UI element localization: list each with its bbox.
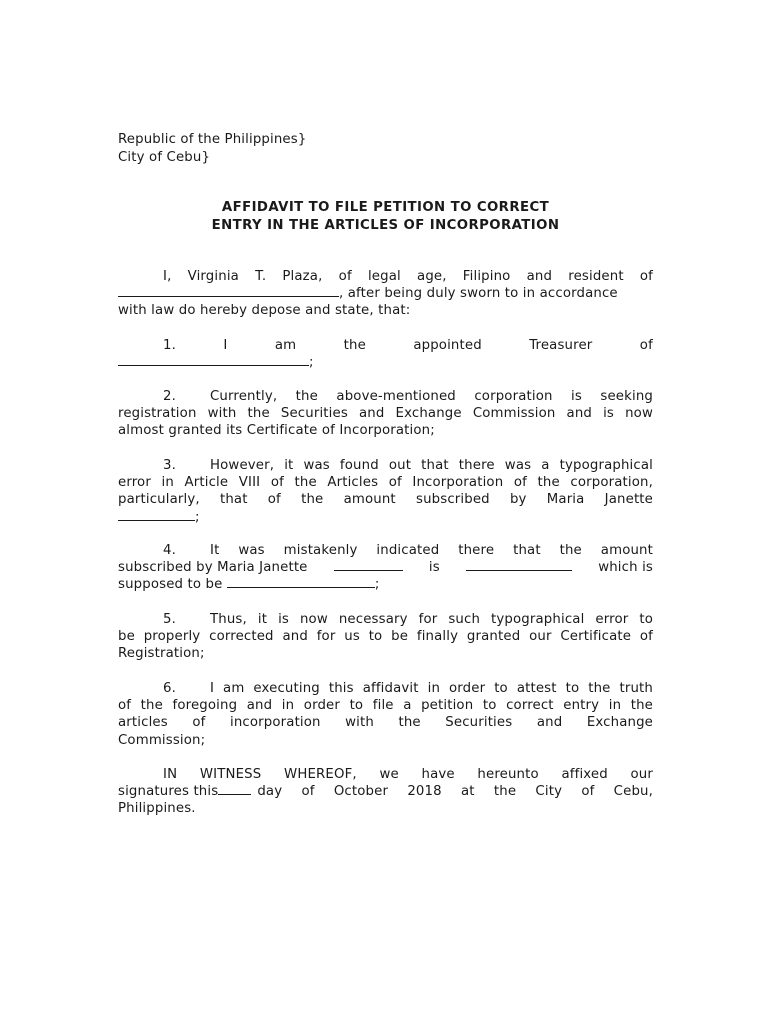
supposed-amount-blank[interactable] xyxy=(227,576,375,588)
document-title xyxy=(118,199,653,235)
title-line-2: ENTRY IN THE ARTICLES OF INCORPORATION xyxy=(211,218,560,233)
item-3-suffix: ; xyxy=(195,509,200,525)
witness-line-2-a: signatures this xyxy=(118,784,219,800)
item-4-line-2-b: is xyxy=(428,560,440,576)
witness-line-2-b: day of October 2018 at the City of Cebu, xyxy=(257,784,653,800)
item-2 xyxy=(118,388,653,440)
item-1-suffix: ; xyxy=(309,355,314,371)
item-5-number: 5. xyxy=(163,612,176,627)
title-line-1: AFFIDAVIT TO FILE PETITION TO CORRECT xyxy=(221,200,550,215)
item-4 xyxy=(118,542,653,594)
item-6-line-3: articles of incorporation with the Securities and Exchange xyxy=(118,715,653,731)
item-4-line-3 xyxy=(118,576,653,593)
intro-line-3: with law do hereby depose and state, that: xyxy=(118,303,411,319)
item-1-word-6: of xyxy=(639,338,653,353)
item-1-word-2: am xyxy=(274,338,297,353)
intro-line-2-text: , after being duly sworn to in accordance xyxy=(339,286,618,302)
janette-blank-2[interactable] xyxy=(334,559,403,571)
item-6-line-1 xyxy=(118,680,653,697)
corporation-name-blank[interactable] xyxy=(118,354,309,366)
item-4-line-3-a: supposed to be xyxy=(118,577,223,593)
item-4-line-2-c: which is xyxy=(598,560,653,576)
item-4-number: 4. xyxy=(163,543,176,558)
intro-line-1: I, Virginia T. Plaza, of legal age, Filipino and resident of xyxy=(163,269,653,284)
item-6 xyxy=(118,680,653,749)
intro-paragraph xyxy=(118,268,653,320)
item-1-word-4: appointed xyxy=(413,338,482,353)
item-5-line-1 xyxy=(118,611,653,628)
item-4-line-1 xyxy=(118,542,653,559)
item-5-line-2: be properly corrected and for us to be finally granted our Certificate of xyxy=(118,629,653,645)
item-5-line-1-text: Thus, it is now necessary for such typographical error to xyxy=(210,612,653,627)
item-6-number: 6. xyxy=(163,681,176,696)
item-3-line-1 xyxy=(118,457,653,474)
janette-blank-1[interactable] xyxy=(118,509,195,521)
residence-blank[interactable] xyxy=(118,285,339,297)
item-4-line-2-a: subscribed by Maria Janette xyxy=(118,560,308,576)
witness-paragraph xyxy=(118,766,653,818)
item-2-line-1 xyxy=(118,388,653,405)
item-1-line-2 xyxy=(118,354,653,371)
item-3-line-1-text: However, it was found out that there was a typographical xyxy=(210,458,653,473)
item-1-number: 1. xyxy=(163,338,176,353)
item-1-word-5: Treasurer xyxy=(529,338,593,353)
correct-amount-blank[interactable] xyxy=(466,559,572,571)
item-6-line-2: of the foregoing and in order to file a petition to correct entry in the xyxy=(118,698,653,714)
day-blank[interactable] xyxy=(218,783,251,795)
item-6-line-4: Commission; xyxy=(118,732,206,748)
item-3 xyxy=(118,457,653,526)
item-3-line-3: particularly, that of the amount subscribed by Maria Janette xyxy=(118,492,653,508)
item-2-number: 2. xyxy=(163,389,176,404)
item-4-line-2 xyxy=(118,559,653,576)
venue-block xyxy=(118,131,306,167)
item-6-line-1-text: I am executing this affidavit in order to attest to the truth xyxy=(210,681,653,696)
intro-line-2 xyxy=(118,285,653,302)
witness-line-3: Philippines. xyxy=(118,801,196,817)
venue-city: City of Cebu} xyxy=(118,150,211,165)
item-1 xyxy=(118,337,653,371)
item-2-line-3: almost granted its Certificate of Incorporation; xyxy=(118,423,435,439)
item-1-word-1: I xyxy=(223,338,228,353)
witness-line-1: IN WITNESS WHEREOF, we have hereunto affixed our xyxy=(163,767,653,782)
item-4-line-1-text: It was mistakenly indicated there that the amount xyxy=(210,543,653,558)
venue-republic: Republic of the Philippines} xyxy=(118,132,307,147)
item-3-line-4 xyxy=(118,509,653,526)
item-3-number: 3. xyxy=(163,458,176,473)
item-3-line-2: error in Article VIII of the Articles of Incorporation of the corporation, xyxy=(118,475,653,491)
item-2-line-1-text: Currently, the above-mentioned corporation is seeking xyxy=(210,389,653,404)
item-4-suffix: ; xyxy=(374,577,380,593)
witness-line-2 xyxy=(118,783,653,800)
item-5 xyxy=(118,611,653,663)
item-5-line-3: Registration; xyxy=(118,646,205,662)
item-1-word-3: the xyxy=(343,338,366,353)
item-1-line-1 xyxy=(118,337,653,354)
item-2-line-2: registration with the Securities and Exchange Commission and is now xyxy=(118,406,653,422)
